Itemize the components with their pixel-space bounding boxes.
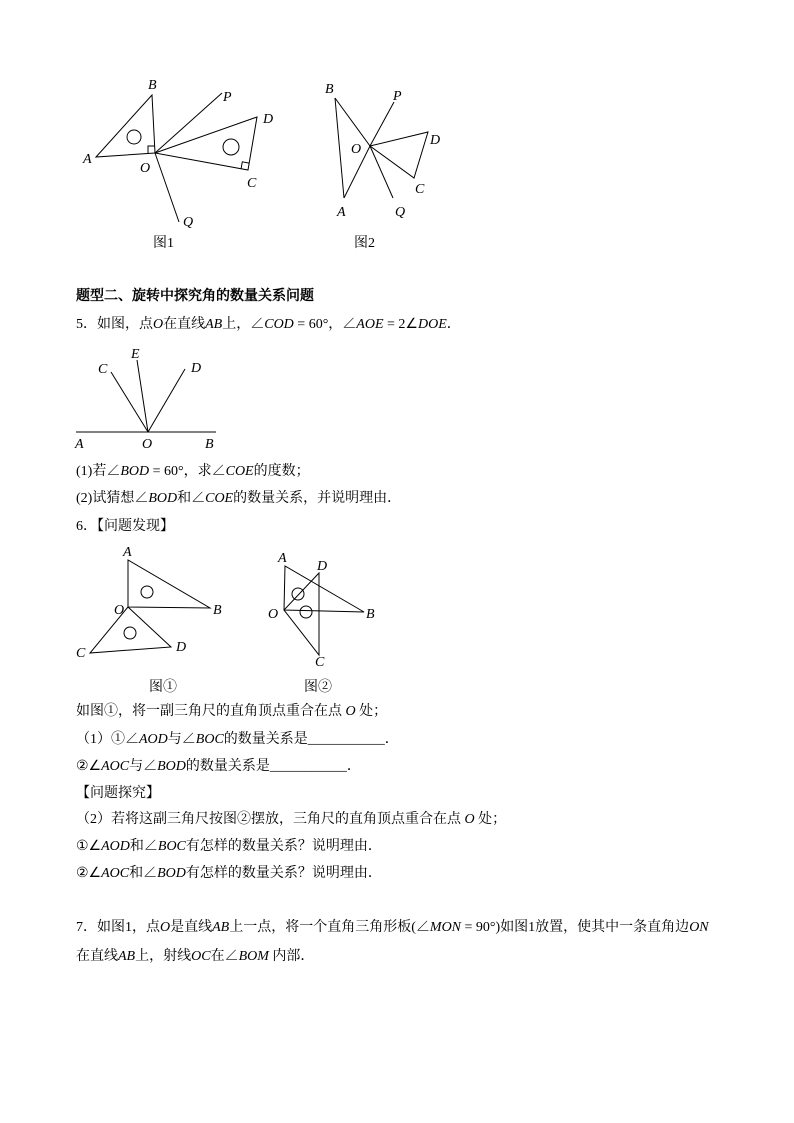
- text: = 60°，∠: [293, 317, 357, 332]
- set-square-hole: [223, 139, 239, 155]
- problem-6-question-2a: [76, 837, 382, 857]
- text: ①∠: [76, 839, 102, 854]
- set-square-hole: [127, 130, 141, 144]
- label-D: D: [263, 112, 274, 127]
- text: 和∠: [177, 491, 206, 506]
- label-A: A: [278, 551, 287, 566]
- text: 在直线: [76, 949, 118, 964]
- text: 7．如图1，点: [76, 920, 160, 935]
- label-O: O: [142, 437, 153, 452]
- text: 的数量关系是: [185, 759, 270, 774]
- text: 的数量关系，并说明理由．: [233, 491, 402, 506]
- label-C: C: [247, 176, 257, 191]
- text: = 2∠: [383, 317, 418, 332]
- set-square-hole: [292, 588, 304, 600]
- problem-7-line-2: [76, 947, 314, 967]
- label-P: P: [393, 89, 402, 104]
- problem-5-stem: [76, 315, 461, 335]
- label-A: A: [337, 205, 346, 220]
- math-var: AOD: [139, 732, 168, 747]
- label-E: E: [131, 347, 140, 362]
- text: 如图①，将一副三角尺的直角顶点重合在点: [76, 704, 346, 719]
- figure-caption: 图2: [354, 236, 375, 251]
- top-figure-2: [325, 82, 440, 251]
- text: 5．如图，点: [76, 317, 153, 332]
- problem-5-question-2: [76, 489, 401, 509]
- math-var: DOE: [417, 317, 447, 332]
- label-A: A: [75, 437, 84, 452]
- text: ②∠: [76, 866, 102, 881]
- ray-OP: [370, 102, 394, 146]
- label-C: C: [76, 646, 86, 661]
- text: 是直线: [170, 920, 213, 935]
- triangle-ABO: [96, 95, 155, 157]
- text: 上，射线: [135, 949, 192, 964]
- label-B: B: [205, 437, 214, 452]
- math-var: O: [160, 920, 171, 935]
- text: 与∠: [129, 759, 158, 774]
- problem-6-question-1a: [76, 730, 399, 750]
- label-B: B: [148, 78, 157, 93]
- problem-6-title: 6．【问题发现】: [76, 519, 174, 534]
- section-heading: 题型二、旋转中探究角的数量关系问题: [76, 289, 314, 304]
- problem-7-line-1: [76, 918, 709, 938]
- right-angle-mark-O: [148, 146, 155, 154]
- math-var: BOM: [238, 949, 269, 964]
- math-var: BOD: [148, 491, 178, 506]
- triangle-ODC: [370, 132, 428, 178]
- math-var: O: [153, 317, 164, 332]
- ray-OC: [111, 372, 148, 432]
- math-var: ON: [689, 920, 709, 935]
- problem-6-intro: [76, 702, 387, 722]
- label-Q: Q: [395, 205, 406, 220]
- math-var: COE: [225, 464, 254, 479]
- math-var: OC: [191, 949, 211, 964]
- segment-BO: [335, 98, 370, 146]
- text: 上一点，将一个直角三角形板(∠: [229, 920, 430, 935]
- triangle-DOC: [284, 573, 319, 655]
- text: （1）①∠: [76, 732, 139, 747]
- label-B: B: [325, 82, 334, 97]
- problem-6-explore-heading: 【问题探究】: [76, 786, 160, 801]
- problem-6-figure-2: [268, 551, 375, 695]
- text: 有怎样的数量关系？说明理由．: [185, 839, 382, 854]
- text: 处；: [474, 812, 507, 827]
- math-var: BOD: [157, 866, 186, 881]
- figure-caption: 图1: [153, 236, 174, 251]
- label-O: O: [140, 161, 151, 176]
- math-var: BOC: [157, 839, 186, 854]
- label-D: D: [317, 559, 328, 574]
- triangle-AOB: [128, 560, 210, 608]
- segment-BA: [335, 98, 344, 198]
- label-D: D: [176, 640, 187, 655]
- math-var: AOD: [101, 839, 130, 854]
- top-figure-1: [82, 78, 273, 251]
- label-O: O: [268, 607, 279, 622]
- answer-blank[interactable]: ___________: [269, 759, 347, 774]
- label-Q: Q: [183, 215, 194, 230]
- math-var: O: [464, 812, 475, 827]
- math-var: BOD: [120, 464, 150, 479]
- label-A: A: [83, 152, 92, 167]
- text: 在直线: [163, 317, 206, 332]
- text: 处；: [355, 704, 388, 719]
- triangle-ODC: [155, 117, 257, 170]
- text: 与∠: [167, 732, 196, 747]
- text: 的度数；: [253, 464, 310, 479]
- figure-caption: 图②: [304, 680, 332, 695]
- text: (2)试猜想∠: [76, 491, 149, 506]
- math-var: O: [345, 704, 356, 719]
- math-var: COE: [205, 491, 234, 506]
- text: 在∠: [210, 949, 239, 964]
- text: 有怎样的数量关系？说明理由．: [185, 866, 382, 881]
- ray-OP: [155, 93, 222, 153]
- math-var: BOD: [157, 759, 186, 774]
- math-var: BOC: [195, 732, 224, 747]
- set-square-hole: [124, 627, 136, 639]
- label-A: A: [123, 545, 132, 560]
- math-var: AB: [118, 949, 136, 964]
- text: ②∠: [76, 759, 102, 774]
- text: ．: [346, 759, 361, 774]
- problem-6-question-2: [76, 810, 506, 830]
- text: 的数量关系是: [223, 732, 308, 747]
- math-var: MON: [429, 920, 462, 935]
- math-var: AB: [205, 317, 223, 332]
- label-D: D: [191, 361, 202, 376]
- text: ．: [384, 732, 399, 747]
- text: 和∠: [129, 866, 158, 881]
- text: = 90°)如图1放置，使其中一条直角边: [461, 920, 690, 935]
- label-C: C: [315, 655, 325, 670]
- text: （2）若将这副三角尺按图②摆放，三角尺的直角顶点重合在点: [76, 812, 465, 827]
- text: (1)若∠: [76, 464, 121, 479]
- figure-caption: 图①: [149, 680, 177, 695]
- problem-6-figure-1: [76, 545, 222, 695]
- text: 和∠: [129, 839, 158, 854]
- text: = 60°，求∠: [149, 464, 226, 479]
- math-var: COD: [264, 317, 294, 332]
- label-C: C: [415, 182, 425, 197]
- problem-5-figure: [74, 347, 216, 452]
- ray-OQ: [155, 153, 179, 222]
- triangle-OCD: [90, 607, 171, 653]
- problem-6-question-2b: [76, 864, 382, 884]
- label-B: B: [366, 607, 375, 622]
- ray-OE: [137, 360, 148, 432]
- math-var: AOC: [101, 866, 130, 881]
- text: ．: [446, 317, 461, 332]
- label-O: O: [351, 142, 362, 157]
- label-C: C: [98, 362, 108, 377]
- problem-5-question-1: [76, 462, 310, 482]
- set-square-hole: [141, 586, 153, 598]
- set-square-hole: [300, 606, 312, 618]
- answer-blank[interactable]: ___________: [307, 732, 385, 747]
- text: 内部．: [268, 949, 315, 964]
- ray-OD: [148, 369, 185, 432]
- problem-6-question-1b: [76, 757, 361, 777]
- label-D: D: [430, 133, 441, 148]
- label-O: O: [114, 603, 125, 618]
- math-var: AB: [212, 920, 230, 935]
- math-var: AOE: [356, 317, 384, 332]
- label-B: B: [213, 603, 222, 618]
- math-var: AOC: [101, 759, 130, 774]
- text: 上，∠: [222, 317, 265, 332]
- label-P: P: [223, 90, 232, 105]
